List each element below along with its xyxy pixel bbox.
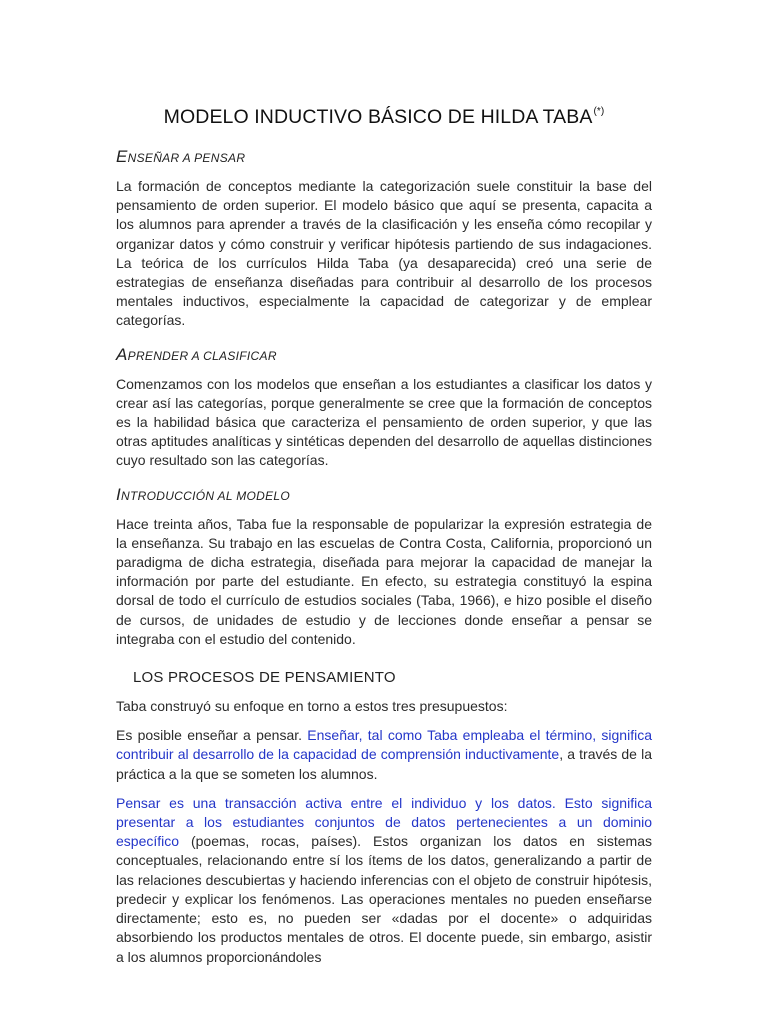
text-run: Es posible enseñar a pensar. (116, 727, 308, 744)
highlighted-text: Enseñar, tal como Taba empleaba el término, significa contribuir al desarrollo de la capacidad de comprensión inductivamente (116, 727, 652, 763)
document-title (116, 106, 652, 129)
text-run: (poemas, rocas, países). Estos organizan los datos en sistemas conceptuales, relacionando entre sí los ítems de los datos, generalizando a partir de las relaciones descubiertas y haciendo inferencias con el objeto de construir hipótesis, predecir y explicar los fenómenos. Las operaciones mentales no pueden enseñarse directamente; esto es, no pueden ser «dadas por el docente» o adquiridas absorbiendo los productos mentales de otros. El docente puede, sin embargo, asistir a los alumnos proporcionándoles (116, 833, 652, 965)
heading-initial: E (116, 147, 128, 166)
heading-rest: NSEÑAR A PENSAR (127, 151, 246, 165)
paragraph-ensenar: La formación de conceptos mediante la categorización suele constituir la base del pensamiento de orden superior. El modelo básico que aquí se presenta, capacita a los alumnos para aprender a través de la clasificación y les enseña cómo recopilar y organizar datos y cómo construir y verificar hipótesis partiendo de sus indagaciones. La teórica de los currículos Hilda Taba (ya desaparecida) creó una serie de estrategias de enseñanza diseñadas para contribuir al desarrollo de los procesos mentales inductivos, especialmente la capacidad de categorizar y de emplear categorías. (116, 178, 652, 329)
heading-initial: I (116, 484, 122, 504)
heading-initial: A (116, 344, 128, 364)
subsection-heading-procesos: LOS PROCESOS DE PENSAMIENTO (133, 669, 396, 687)
heading-rest: NTRODUCCIÓN AL MODELO (121, 488, 291, 503)
paragraph-presupuestos-intro: Taba construyó su enfoque en torno a estos tres presupuestos: (116, 698, 508, 715)
heading-rest: PRENDER A CLASIFICAR (127, 348, 277, 363)
highlighted-text: Pensar es una transacción activa entre el individuo y los datos. Esto significa presentar a los estudiantes conjuntos de datos pertenecientes a un dominio específico (116, 794, 652, 850)
paragraph-presupuesto-2 (116, 794, 652, 967)
section-heading-introduccion (116, 485, 652, 505)
text-run: , a través de la práctica a la que se someten los alumnos. (116, 746, 652, 782)
section-heading-ensenar (116, 147, 652, 167)
paragraph-presupuesto-1 (116, 726, 652, 784)
paragraph-introduccion: Hace treinta años, Taba fue la responsable de popularizar la expresión estrategia de la enseñanza. Su trabajo en las escuelas de Contra Costa, California, proporcionó un paradigma de dicha estrategia, diseñada para mejorar la capacidad de manejar la información por parte del estudiante. En efecto, su estrategia constituyó la espina dorsal de todo el currículo de estudios sociales (Taba, 1966), e hizo posible el diseño de cursos, de unidades de estudio y de lecciones donde enseñar a pensar se integraba con el estudio del contenido. (116, 515, 652, 647)
section-heading-aprender (116, 345, 652, 365)
document-title-text: MODELO INDUCTIVO BÁSICO DE HILDA TABA (163, 106, 593, 128)
paragraph-aprender: Comenzamos con los modelos que enseñan a los estudiantes a clasificar los datos y crear así las categorías, porque generalmente se cree que la formación de conceptos es la habilidad básica que caracteriza el pensamiento de orden superior, y que las otras aptitudes analíticas y sintéticas dependen del desarrollo de aquellas distinciones cuyo resultado son las categorías. (116, 375, 652, 469)
title-footnote-marker: (*) (593, 106, 605, 117)
